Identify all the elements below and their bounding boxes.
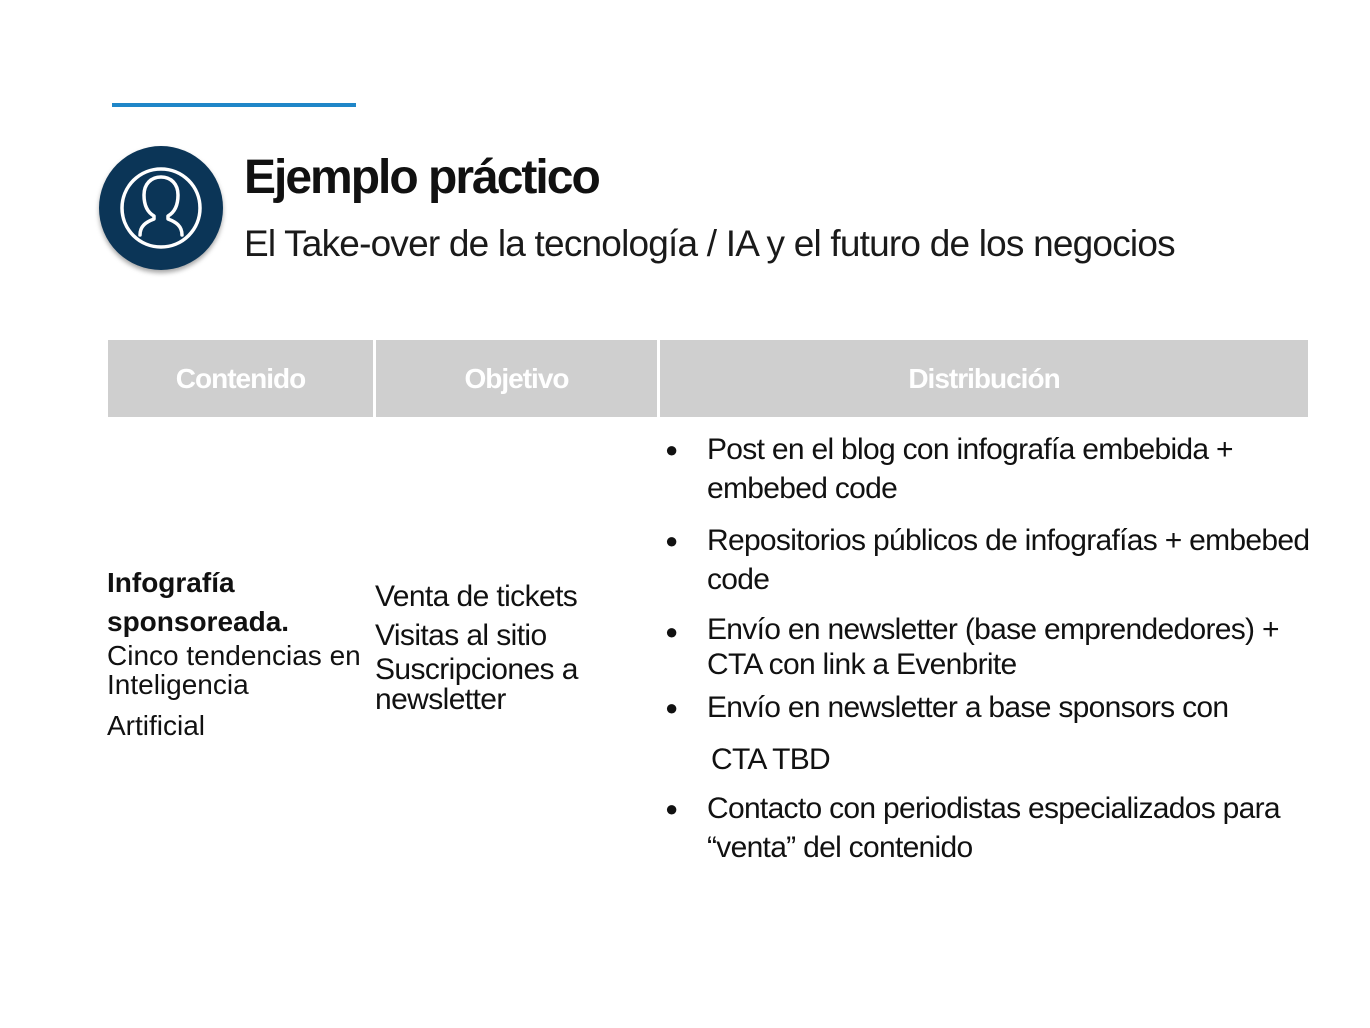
contenido-description: Cinco tendencias en Inteligencia	[107, 640, 361, 700]
distribucion-text: Envío en newsletter a base sponsors con	[707, 691, 1229, 724]
accent-line	[112, 103, 356, 107]
distribucion-continuation: CTA TBD	[711, 743, 831, 776]
objetivo-item: Venta de tickets	[375, 580, 578, 613]
person-icon	[99, 146, 223, 270]
objetivo-item: Suscripciones a newsletter	[375, 653, 578, 716]
distribucion-text: Contacto con periodistas especializados para “venta” del contenido	[707, 792, 1280, 864]
distribucion-text: Envío en newsletter (base emprendedores) + CTA con link a Evenbrite	[707, 613, 1279, 681]
distribucion-item	[665, 521, 1315, 599]
distribucion-item	[665, 789, 1315, 867]
bullet-icon: ●	[665, 528, 678, 553]
distribucion-item	[665, 612, 1315, 682]
contenido-title: Infografía sponsoreada.	[107, 567, 290, 637]
page-title: Ejemplo práctico	[244, 151, 599, 204]
cell-contenido	[107, 563, 369, 741]
bullet-icon: ●	[665, 619, 678, 644]
page-subtitle: El Take-over de la tecnología / IA y el futuro de los negocios	[244, 223, 1175, 264]
cell-objetivo	[375, 577, 655, 715]
distribucion-text: Post en el blog con infografía embebida + embebed code	[707, 433, 1233, 505]
column-header-contenido: Contenido	[108, 340, 373, 417]
bullet-icon: ●	[665, 437, 678, 462]
distribucion-text: Repositorios públicos de infografías + embebed code	[707, 524, 1310, 596]
bullet-icon: ●	[665, 695, 678, 720]
objetivo-item: Visitas al sitio	[375, 619, 547, 652]
column-header-distribucion: Distribución	[660, 340, 1308, 417]
column-header-objetivo: Objetivo	[376, 340, 657, 417]
avatar	[99, 146, 223, 270]
distribucion-item	[665, 430, 1315, 508]
bullet-icon: ●	[665, 796, 678, 821]
distribucion-item	[665, 688, 1315, 727]
contenido-description-last: Artificial	[107, 710, 206, 741]
